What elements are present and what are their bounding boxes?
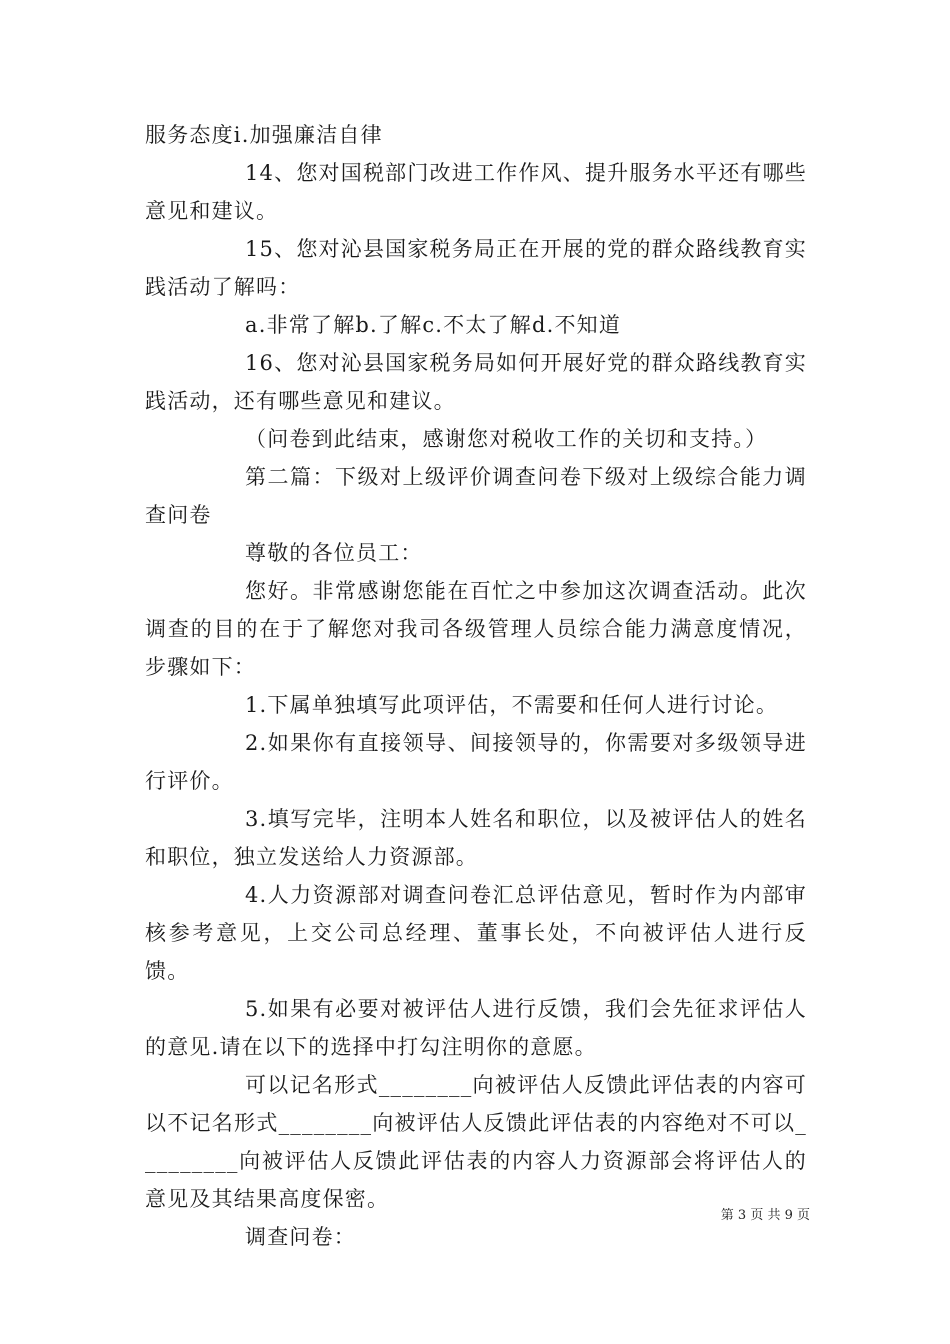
page-number: 第 3 页 共 9 页 [720,1208,810,1223]
list-item: 2.如果你有直接领导、间接领导的，你需要对多级领导进行评价。 [145,731,807,793]
paragraph: 服务态度i.加强廉洁自律 [145,123,383,147]
paragraph: 可以记名形式________向被评估人反馈此评估表的内容可以不记名形式________向被评估人反馈此评估表的内容绝对不可以_________向被评估人反馈此评估表的内容人力资源部会将评估人的意见及其结果高度保密。 [145,1073,807,1211]
list-item: 5.如果有必要对被评估人进行反馈，我们会先征求评估人的意见.请在以下的选择中打勾注明你的意愿。 [145,997,807,1059]
paragraph: （问卷到此结束，感谢您对税收工作的关切和支持。） [245,427,768,451]
salutation: 尊敬的各位员工： [245,541,423,565]
document-body [145,116,807,1256]
section-title: 第二篇：下级对上级评价调查问卷下级对上级综合能力调查问卷 [145,465,807,527]
paragraph: 调查问卷： [245,1225,356,1249]
paragraph: 15、您对沁县国家税务局正在开展的党的群众路线教育实践活动了解吗： [145,237,807,299]
list-item: 1.下属单独填写此项评估，不需要和任何人进行讨论。 [245,693,779,717]
list-item: 4.人力资源部对调查问卷汇总评估意见，暂时作为内部审核参考意见，上交公司总经理、董事长处，不向被评估人进行反馈。 [145,883,807,983]
paragraph: 14、您对国税部门改进工作作风、提升服务水平还有哪些意见和建议。 [145,161,807,223]
paragraph: a.非常了解b.了解c.不太了解d.不知道 [245,313,622,337]
paragraph: 您好。非常感谢您能在百忙之中参加这次调查活动。此次调查的目的在于了解您对我司各级管理人员综合能力满意度情况，步骤如下： [145,579,807,679]
paragraph: 16、您对沁县国家税务局如何开展好党的群众路线教育实践活动，还有哪些意见和建议。 [145,351,807,413]
list-item: 3.填写完毕，注明本人姓名和职位，以及被评估人的姓名和职位，独立发送给人力资源部。 [145,807,807,869]
